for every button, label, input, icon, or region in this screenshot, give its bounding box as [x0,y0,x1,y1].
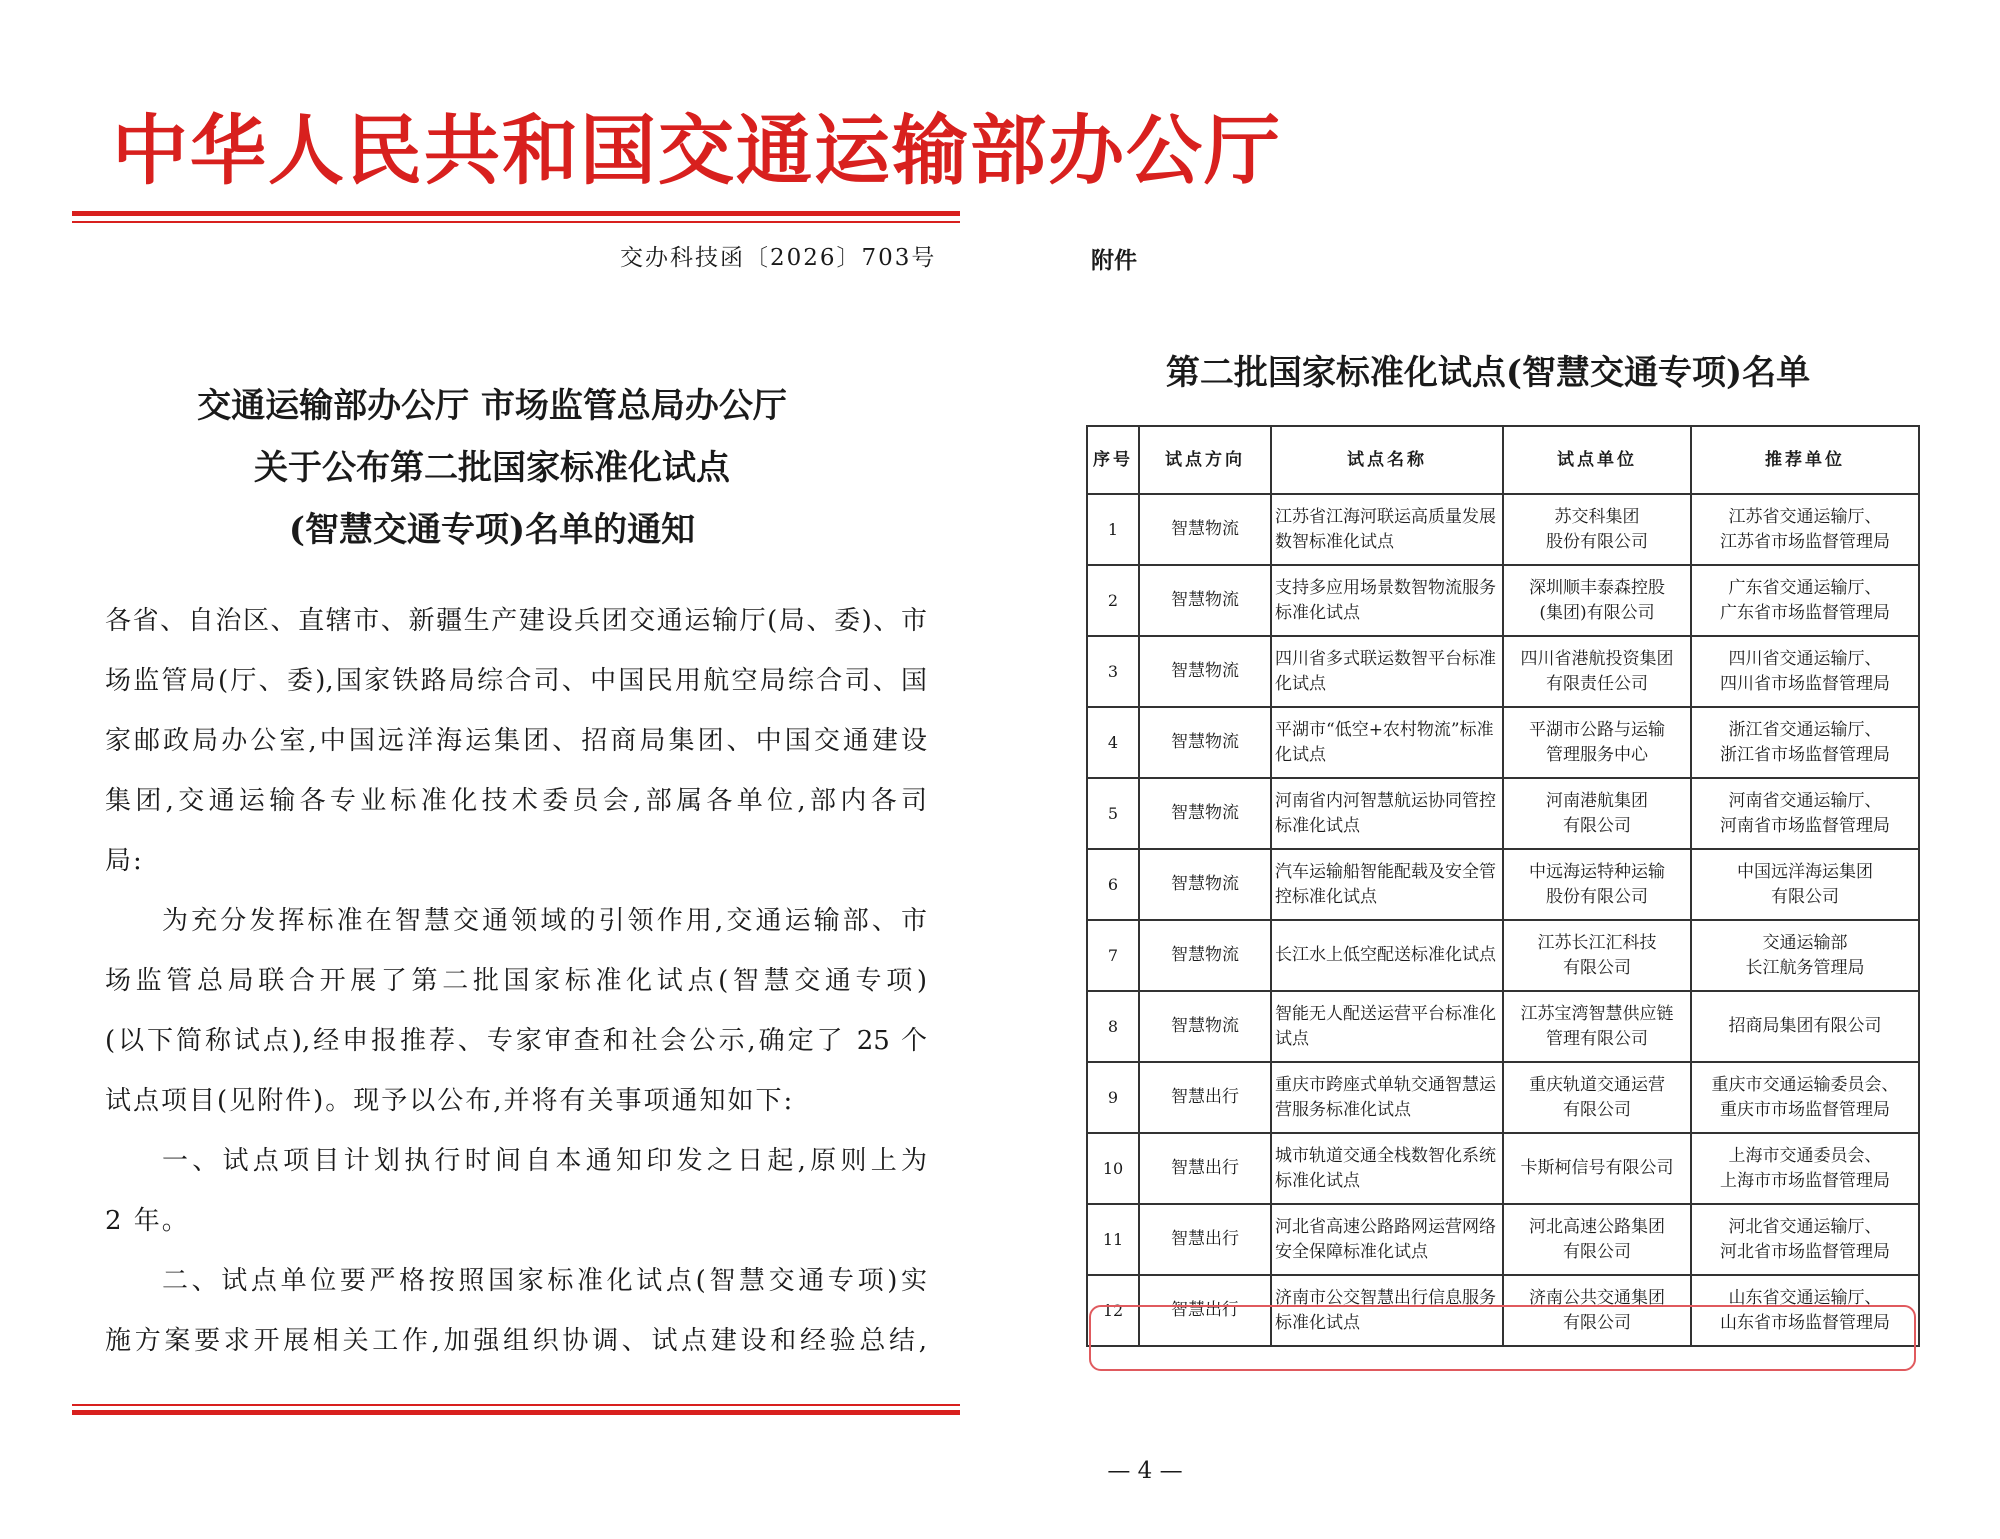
cell-index: 7 [1087,920,1139,991]
body-text-line: 一、试点项目计划执行时间自本通知印发之日起,原则上为 [162,1146,927,1176]
cell-direction: 智慧出行 [1139,1133,1271,1204]
body-text-line: 集团,交通运输各专业标准化技术委员会,部属各单位,部内各司 [105,786,927,816]
page-number: — 4 — [1107,1458,1183,1484]
cell-index: 11 [1087,1204,1139,1275]
cell-pilot-unit: 四川省港航投资集团 有限责任公司 [1503,636,1691,707]
body-text-line: 局: [105,846,144,876]
cell-pilot-unit: 深圳顺丰泰森控股 (集团)有限公司 [1503,565,1691,636]
issuer-header-title: 中华人民共和国交通运输部办公厅 [112,106,1282,195]
body-text-line: 2 年。 [105,1206,190,1236]
cell-recommending-unit: 招商局集团有限公司 [1691,991,1919,1062]
header-red-rule-thin [72,221,960,223]
footer-red-rule-thin [72,1404,960,1406]
document-number: 交办科技函〔2026〕703号 [620,245,937,271]
notice-title-line: 关于公布第二批国家标准化试点 [254,448,730,488]
header-cell-recommending-unit: 推荐单位 [1691,426,1919,494]
attachment-label: 附件 [1091,247,1137,274]
cell-index: 3 [1087,636,1139,707]
table-row [1087,1204,1919,1275]
cell-direction: 智慧物流 [1139,920,1271,991]
table-row [1087,849,1919,920]
body-text-line: 场监管局(厅、委),国家铁路局综合司、中国民用航空局综合司、国 [105,666,927,696]
cell-direction: 智慧出行 [1139,1275,1271,1346]
cell-recommending-unit: 江苏省交通运输厅、 江苏省市场监督管理局 [1691,494,1919,565]
cell-direction: 智慧物流 [1139,494,1271,565]
cell-pilot-name: 四川省多式联运数智平台标准化试点 [1271,636,1503,707]
table-body [1087,494,1919,1346]
cell-pilot-unit: 河北高速公路集团 有限公司 [1503,1204,1691,1275]
cell-pilot-unit: 平湖市公路与运输 管理服务中心 [1503,707,1691,778]
body-text-line: 各省、自治区、直辖市、新疆生产建设兵团交通运输厅(局、委)、市 [105,606,927,636]
header-cell-index: 序号 [1087,426,1139,494]
cell-recommending-unit: 重庆市交通运输委员会、 重庆市市场监督管理局 [1691,1062,1919,1133]
table-row [1087,494,1919,565]
table-row [1087,1133,1919,1204]
body-text-line: 二、试点单位要严格按照国家标准化试点(智慧交通专项)实 [162,1266,927,1296]
table-row [1087,636,1919,707]
table-row [1087,1275,1919,1346]
cell-pilot-unit: 苏交科集团 股份有限公司 [1503,494,1691,565]
cell-index: 2 [1087,565,1139,636]
cell-index: 10 [1087,1133,1139,1204]
table-row [1087,565,1919,636]
notice-title-line: (智慧交通专项)名单的通知 [288,510,696,550]
cell-pilot-unit: 重庆轨道交通运营 有限公司 [1503,1062,1691,1133]
table-header-row [1087,426,1919,494]
body-text-line: 施方案要求开展相关工作,加强组织协调、试点建设和经验总结, [105,1326,927,1356]
cell-index: 4 [1087,707,1139,778]
header-red-rule-thick [72,211,960,216]
cell-index: 5 [1087,778,1139,849]
table-row [1087,1062,1919,1133]
body-text-line: 为充分发挥标准在智慧交通领域的引领作用,交通运输部、市 [162,906,927,936]
cell-pilot-name: 支持多应用场景数智物流服务标准化试点 [1271,565,1503,636]
cell-recommending-unit: 河北省交通运输厅、 河北省市场监督管理局 [1691,1204,1919,1275]
cell-pilot-unit: 中远海运特种运输 股份有限公司 [1503,849,1691,920]
cell-pilot-name: 长江水上低空配送标准化试点 [1271,920,1503,991]
table-row [1087,707,1919,778]
body-text-line: (以下简称试点),经申报推荐、专家审查和社会公示,确定了 25 个 [105,1026,927,1056]
cell-direction: 智慧出行 [1139,1204,1271,1275]
notice-title-line: 交通运输部办公厅 市场监管总局办公厅 [197,386,787,426]
cell-index: 9 [1087,1062,1139,1133]
pilot-list-table [1086,425,1920,1347]
body-text-line: 试点项目(见附件)。现予以公布,并将有关事项通知如下: [105,1086,795,1116]
header-cell-pilot-unit: 试点单位 [1503,426,1691,494]
cell-pilot-name: 重庆市跨座式单轨交通智慧运营服务标准化试点 [1271,1062,1503,1133]
table-row [1087,778,1919,849]
cell-pilot-name: 河北省高速公路路网运营网络安全保障标准化试点 [1271,1204,1503,1275]
cell-recommending-unit: 浙江省交通运输厅、 浙江省市场监督管理局 [1691,707,1919,778]
cell-direction: 智慧物流 [1139,778,1271,849]
cell-index: 6 [1087,849,1139,920]
cell-pilot-unit: 河南港航集团 有限公司 [1503,778,1691,849]
cell-pilot-unit: 济南公共交通集团 有限公司 [1503,1275,1691,1346]
cell-recommending-unit: 交通运输部 长江航务管理局 [1691,920,1919,991]
cell-recommending-unit: 中国远洋海运集团 有限公司 [1691,849,1919,920]
cell-index: 12 [1087,1275,1139,1346]
cell-direction: 智慧物流 [1139,565,1271,636]
cell-pilot-unit: 江苏长江汇科技 有限公司 [1503,920,1691,991]
table-row [1087,991,1919,1062]
cell-direction: 智慧出行 [1139,1062,1271,1133]
cell-recommending-unit: 广东省交通运输厅、 广东省市场监督管理局 [1691,565,1919,636]
cell-pilot-name: 河南省内河智慧航运协同管控标准化试点 [1271,778,1503,849]
cell-recommending-unit: 河南省交通运输厅、 河南省市场监督管理局 [1691,778,1919,849]
header-cell-direction: 试点方向 [1139,426,1271,494]
cell-index: 8 [1087,991,1139,1062]
body-text-line: 家邮政局办公室,中国远洋海运集团、招商局集团、中国交通建设 [105,726,927,756]
cell-direction: 智慧物流 [1139,636,1271,707]
table-title: 第二批国家标准化试点(智慧交通专项)名单 [1165,353,1811,393]
footer-red-rule-thick [72,1410,960,1415]
table-row [1087,920,1919,991]
cell-pilot-unit: 卡斯柯信号有限公司 [1503,1133,1691,1204]
cell-pilot-name: 江苏省江海河联运高质量发展数智标准化试点 [1271,494,1503,565]
cell-pilot-name: 平湖市“低空+农村物流”标准化试点 [1271,707,1503,778]
cell-pilot-name: 城市轨道交通全栈数智化系统标准化试点 [1271,1133,1503,1204]
cell-direction: 智慧物流 [1139,991,1271,1062]
header-cell-pilot-name: 试点名称 [1271,426,1503,494]
body-text-line: 场监管总局联合开展了第二批国家标准化试点(智慧交通专项) [105,966,927,996]
cell-recommending-unit: 四川省交通运输厅、 四川省市场监督管理局 [1691,636,1919,707]
cell-pilot-name: 济南市公交智慧出行信息服务标准化试点 [1271,1275,1503,1346]
cell-direction: 智慧物流 [1139,707,1271,778]
cell-recommending-unit: 上海市交通委员会、 上海市市场监督管理局 [1691,1133,1919,1204]
cell-pilot-unit: 江苏宝湾智慧供应链 管理有限公司 [1503,991,1691,1062]
cell-direction: 智慧物流 [1139,849,1271,920]
cell-index: 1 [1087,494,1139,565]
cell-pilot-name: 智能无人配送运营平台标准化试点 [1271,991,1503,1062]
cell-recommending-unit: 山东省交通运输厅、 山东省市场监督管理局 [1691,1275,1919,1346]
cell-pilot-name: 汽车运输船智能配载及安全管控标准化试点 [1271,849,1503,920]
